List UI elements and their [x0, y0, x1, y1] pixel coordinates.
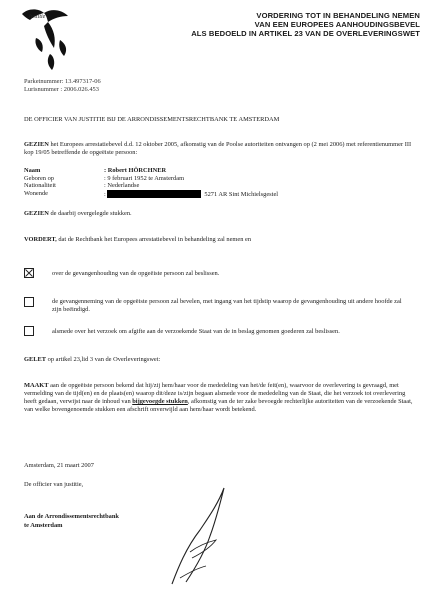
detail-row-name: Naam : Robert HÖRCHNER: [24, 167, 167, 174]
paragraph-text: het Europees arrestatiebevel d.d. 12 oktober 2005, afkomstig van de Poolse autoriteiten ontvangen op (2 mei 2006) met referentienummer III kop 19/05 betreffende de opgeëiste persoon:: [24, 141, 412, 157]
gezien-paragraph: [24, 141, 414, 157]
officer-heading: DE OFFICIER VAN JUSTITIE BIJ DE ARRONDISSEMENTSRECHTBANK TE AMSTERDAM: [24, 116, 280, 123]
maakt-paragraph: MAAKT aan de opgeëiste persoon bekend dat hij/zij hem/haar voor de mededeling van het/de feit(en), waarvoor de overlevering is gevraagd, met vermelding van de tijd(en) en de plaats(en) waarop dit/deze is/zijn begaan alsmede voor de mededeling van de Staat, die het verzoek tot overlevering heeft gedaan, verwijst naar de inhoud van bijgevoegde stukken, afkomstig van de ter zake bevoegde rechterlijke autoriteiten van de verzoekende Staat, van welke bovengenoemde stukken een afschrift onverwijld aan hem/haar wordt betekend.: [24, 382, 413, 414]
option-checkbox-checked[interactable]: [24, 268, 34, 278]
option-text: alsmede over het verzoek om afgifte aan de verzoekende Staat van de in beslag genomen goederen zal beslissen.: [52, 328, 340, 335]
ius-number: Lurisnummer : 2006.026.453: [24, 86, 99, 93]
option-checkbox[interactable]: [24, 297, 34, 307]
keyword: GEZIEN: [24, 141, 49, 148]
redaction-bar: [107, 190, 201, 198]
gelet-line: GELET op artikel 23,lid 3 van de Overleveringswet:: [24, 356, 161, 363]
residence-value: 5271 AR Sint Michielsgestel: [204, 190, 279, 198]
heading-line: ALS BEDOELD IN ARTIKEL 23 VAN DE OVERLEVERINGSWET: [191, 29, 420, 38]
checkbox-cross-icon: [25, 269, 33, 277]
option-checkbox[interactable]: [24, 326, 34, 336]
option-text: de gevangenneming van de opgeëiste persoon zal bevelen, met ingang van het tijdstip waarop de gevangenhouding uit andere hoofde zal zijn beëindigd.: [52, 298, 402, 314]
vordert-line: VORDERT, dat de Rechtbank het Europees arrestatiebevel in behandeling zal nemen en: [24, 236, 252, 243]
reference-numbers: [24, 78, 101, 94]
signature-image: [120, 482, 270, 587]
option-text: over de gevangenhouding van de opgeëiste persoon zal beslissen.: [52, 270, 220, 277]
logo-text: Justitie: [28, 14, 46, 20]
document-heading: [100, 11, 420, 38]
addressee-line: te Amsterdam: [24, 522, 63, 529]
justitie-logo-icon: [14, 4, 84, 74]
detail-row-nationality: Nationaliteit : Nederlandse: [24, 182, 140, 190]
person-details: [24, 167, 278, 198]
detail-row-born: Geboren op : 9 februari 1952 te Amsterdam: [24, 174, 185, 182]
detail-row-residence: Wonende : 5271 AR Sint Michielsgestel: [24, 189, 279, 198]
parket-number: Parketnummer: 13.497317-06: [24, 78, 101, 85]
heading-line: VAN EEN EUROPEES AANHOUDINGSBEVEL: [254, 20, 420, 29]
heading-line: VORDERING TOT IN BEHANDELING NEMEN: [256, 11, 420, 20]
signoff: De officier van justitie,: [24, 481, 84, 488]
place-date: Amsterdam, 21 maart 2007: [24, 462, 94, 469]
colon: :: [104, 190, 106, 198]
addressee-line: Aan de Arrondissementsrechtbank: [24, 513, 119, 520]
gezien-line: GEZIEN de daarbij overgelegde stukken.: [24, 210, 132, 217]
